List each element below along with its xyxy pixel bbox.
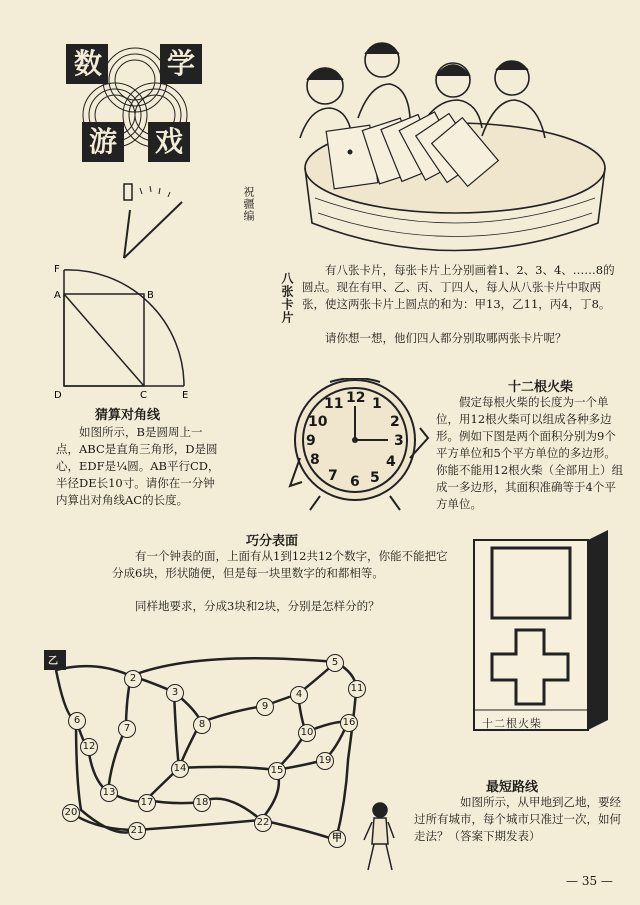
route-node-15: 15 bbox=[268, 762, 286, 780]
clock-paragraph-2: 同样地要求，分成3块和2块，分别是怎样分的？ bbox=[135, 599, 380, 613]
matchbox-label: 十二根火柴 bbox=[482, 717, 542, 730]
clock-num-3: 3 bbox=[394, 433, 404, 449]
clock-num-4: 4 bbox=[386, 454, 396, 470]
walking-boy-illustration bbox=[360, 800, 400, 875]
route-node-16: 16 bbox=[340, 714, 358, 732]
clock-num-8: 8 bbox=[310, 452, 320, 468]
route-title: 最短路线 bbox=[486, 780, 539, 795]
route-node-8: 8 bbox=[193, 716, 211, 734]
route-node-18: 18 bbox=[193, 794, 211, 812]
route-node-19: 19 bbox=[316, 752, 334, 770]
route-node-9: 9 bbox=[256, 698, 274, 716]
match-angle-illustration bbox=[110, 180, 200, 270]
route-node-7: 7 bbox=[118, 720, 136, 738]
label-B: B bbox=[147, 290, 154, 301]
route-node-14: 14 bbox=[171, 760, 189, 778]
route-node-4: 4 bbox=[290, 686, 308, 704]
label-E: E bbox=[182, 390, 189, 400]
label-C: C bbox=[140, 390, 147, 400]
route-node-3: 3 bbox=[166, 684, 184, 702]
label-D: D bbox=[54, 390, 62, 400]
route-node-2: 2 bbox=[124, 670, 142, 688]
matches-body: 假定每根火柴的长度为一个单位，用12根火柴可以组成各种多边形。例如下图是两个面积分别为9个平方单位和5个平方单位的多边形。你能不能用12根火柴（全部用上）组成一多边形，其面积准确等于4个平方单位。 bbox=[436, 395, 624, 511]
author: 祝疆编 bbox=[242, 186, 255, 222]
route-node-10: 10 bbox=[298, 724, 316, 742]
route-node-17: 17 bbox=[138, 794, 156, 812]
route-node-end: 乙 bbox=[48, 656, 58, 667]
route-node-21: 21 bbox=[128, 822, 146, 840]
clock-title: 巧分表面 bbox=[246, 534, 299, 549]
clock-num-12: 12 bbox=[346, 390, 366, 406]
route-nodes bbox=[36, 640, 376, 880]
route-node-start: 甲 bbox=[328, 830, 346, 848]
clock-num-9: 9 bbox=[306, 433, 316, 449]
logo-char-1: 数 bbox=[73, 47, 102, 80]
route-node-13: 13 bbox=[100, 784, 118, 802]
clock-num-2: 2 bbox=[390, 414, 400, 430]
clock-num-5: 5 bbox=[370, 470, 380, 486]
logo bbox=[60, 30, 210, 170]
clock-face-numbers bbox=[280, 378, 430, 508]
route-node-5: 5 bbox=[326, 654, 344, 672]
label-A: A bbox=[54, 290, 61, 301]
clock-num-7: 7 bbox=[328, 468, 338, 484]
logo-char-3: 游 bbox=[88, 125, 117, 158]
clock-num-10: 10 bbox=[308, 414, 328, 430]
label-F: F bbox=[54, 264, 60, 275]
route-node-22: 22 bbox=[254, 814, 272, 832]
clock-num-1: 1 bbox=[372, 396, 382, 412]
route-node-11: 11 bbox=[348, 680, 366, 698]
route-node-20: 20 bbox=[62, 804, 80, 822]
logo-char-2: 学 bbox=[166, 47, 195, 80]
clock-paragraph-1: 有一个钟表的面，上面有从1到12共12个数字，你能不能把它分成6块，形状随便，但是每一块里数字的和都相等。 bbox=[112, 549, 448, 580]
route-node-12: 12 bbox=[80, 738, 98, 756]
diagonal-title: 猜算对角线 bbox=[95, 408, 161, 423]
diagonal-body: 如图所示，B是圆周上一点，ABC是直角三角形，D是圆心，EDF是¼圆。AB平行CD，半径DE长10寸。请你在一分钟内算出对角线AC的长度。 bbox=[56, 425, 220, 507]
logo-char-4: 戏 bbox=[154, 125, 183, 158]
clock-num-11: 11 bbox=[324, 396, 344, 412]
matchbox-figure bbox=[468, 530, 618, 740]
cards-paragraph-1: 有八张卡片，每张卡片上分别画着1、2、3、4、……8的圆点。现在有甲、乙、丙、丁四人，每人从八张卡片中取两张，使这两张卡片上圆点的和为：甲13，乙11，丙4，丁8。 bbox=[302, 263, 615, 311]
route-node-6: 6 bbox=[68, 712, 86, 730]
cards-table-illustration bbox=[290, 28, 620, 258]
cards-title: 八张卡片 bbox=[280, 272, 294, 324]
clock-num-6: 6 bbox=[350, 474, 360, 490]
page-number: — 35 — bbox=[566, 874, 613, 888]
cards-paragraph-2: 请你想一想，他们四人都分别取哪两张卡片呢？ bbox=[325, 331, 567, 345]
matches-title: 十二根火柴 bbox=[508, 380, 574, 395]
route-body: 如图所示，从甲地到乙地，要经过所有城市，每个城市只准过一次，如何走法？（答案下期发表） bbox=[414, 795, 621, 843]
diagonal-geometry-figure bbox=[54, 260, 204, 400]
